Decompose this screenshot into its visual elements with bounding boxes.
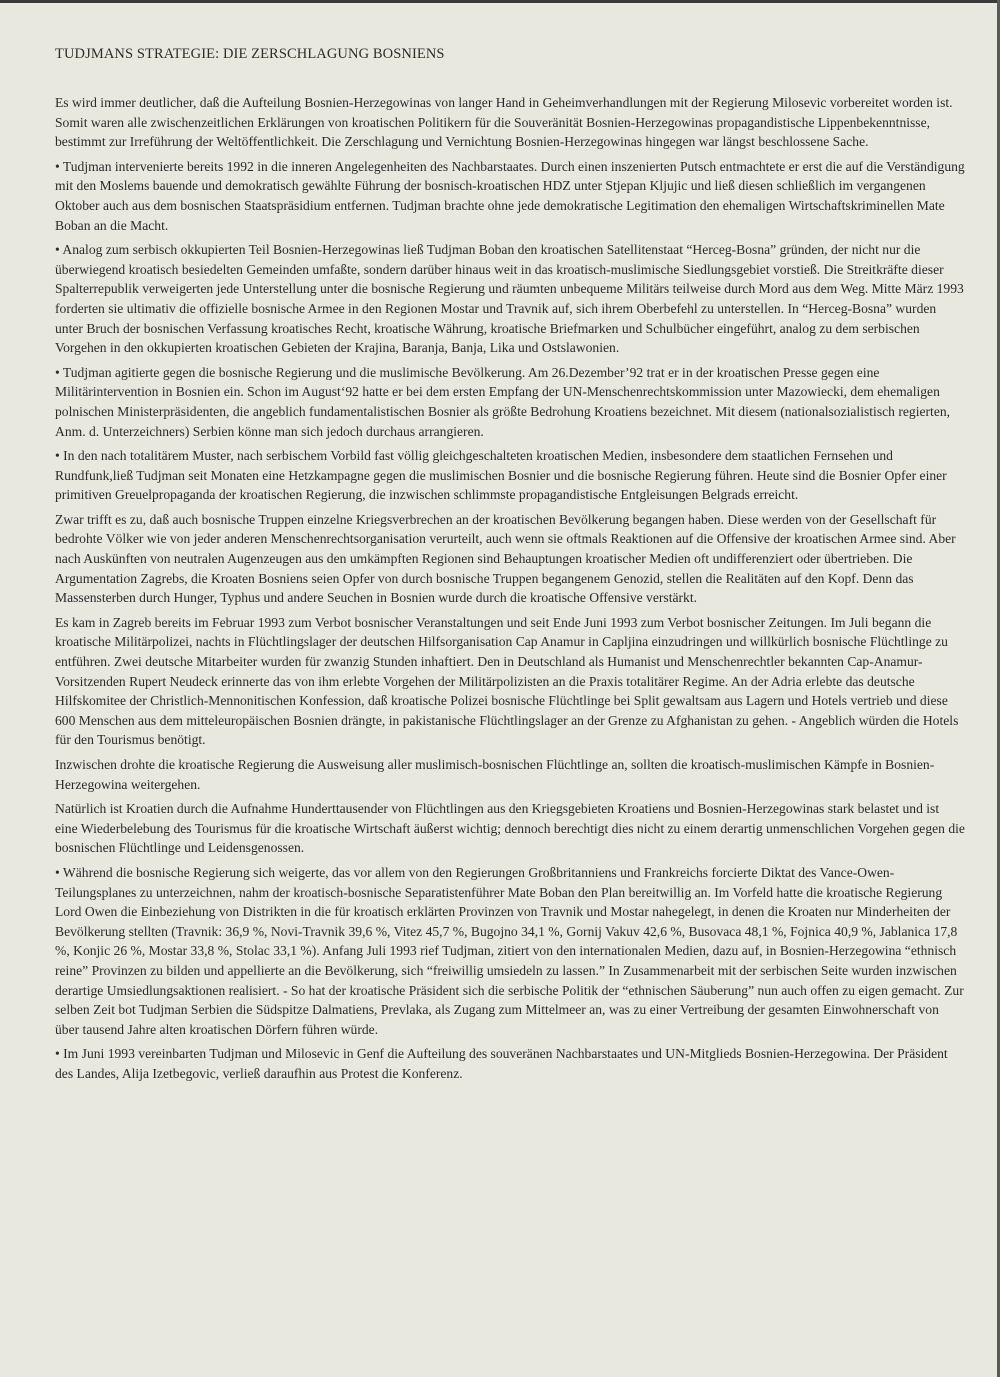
paragraph-expulsion-threat: Inzwischen drohte die kroatische Regierung die Ausweisung aller muslimisch-bosnischen Flüchtlinge an, sollten die kroatisch-muslimischen Kämpfe in Bosnien-Herzegowina weitergehen.: [55, 757, 935, 792]
paragraph-bullet-vance-owen: • Während die bosnische Regierung sich weigerte, das vor allem von den Regierungen Großbritanniens und Frankreichs forcierte Diktat des Vance-Owen-Teilungsplanes zu unterzeichnen, nahm der kroatisch-bosnische Separatistenführer Mate Boban den Plan bereitwillig an. Im Vorfeld hatte die kroatische Regierung Lord Owen die Einbeziehung von Distrikten in die für kroatisch erklärten Provinzen von Travnik und Mostar nahegelegt, in denen die Kroaten nur Minderheiten der Bevölkerung stellten (Travnik: 36,9 %, Novi-Travnik 39,6 %, Vitez 45,7 %, Bugojno 34,1 %, Gornij Vakuv 42,6 %, Busovaca 48,1 %, Fojnica 40,9 %, Jablanica 17,8 %, Konjic 26 %, Mostar 33,8 %, Stolac 33,1 %). Anfang Juli 1993 rief Tudjman, zitiert von den internationalen Medien, dazu auf, in Bosnien-Herzegowina “ethnisch reine” Provinzen zu bilden und appellierte an die Bevölkerung, sich “freiwillig umsiedeln zu lassen.” In Zusammenarbeit mit der serbischen Seite wurden inzwischen derartige Umsiedlungsaktionen realisiert. - So hat der kroatische Präsident sich die serbische Politik der “ethnischen Säuberung” nun auch offen zu eigen gemacht. Zur selben Zeit bot Tudjman Serbien die Südspitze Dalmatiens, Prevlaka, als Zugang zum Mittelmeer an, was zu einer Vertreibung der gesamten Einwohnerschaft von über tausend Jahre alten kroatischen Dörfern führen würde.: [55, 864, 964, 1037]
paragraph-zagreb-bans: Es kam in Zagreb bereits im Februar 1993 zum Verbot bosnischer Veranstaltungen und seit Ende Juni 1993 zum Verbot bosnischer Zeitungen. Im Juli begann die kroatische Militärpolizei, nachts in Flüchtlingslager der deutschen Hilfsorganisation Cap Anamur in Capljina einzudringen und willkürlich bosnische Flüchtlinge zu entführen. Zwei deutsche Mitarbeiter wurden für zwanzig Stunden inhaftiert. Den in Deutschland als Humanist und Menschenrechtler bekannten Cap-Anamur-Vorsitzenden Rupert Neudeck erinnerte das von ihm erlebte Vorgehen der Militärpolizisten an die Praxis totalitärer Regime. An der Adria erlebte das deutsche Hilfskomitee der Christlich-Mennonitischen Konfession, daß kroatische Polizei bosnische Flüchtlinge bei Split gewaltsam aus Lagern und Hotels vertrieb und diese 600 Menschen aus dem mitteleuropäischen Bosnien drängte, in pakistanische Flüchtlingslager an der Grenze zu Afghanistan zu gehen. - Angeblich würden die Hotels für den Tourismus benötigt.: [55, 614, 959, 748]
paragraph-intro: Es wird immer deutlicher, daß die Aufteilung Bosnien-Herzegowinas von langer Hand in Geheimverhandlungen mit der Regierung Milosevic vorbereitet worden ist. Somit waren alle zwischenzeitlichen Erklärungen von kroatischen Politikern für die Souveränität Bosnien-Herzegowinas propagandistische Lippenbekenntnisse, bestimmt zur Irreführung der Weltöffentlichkeit. Die Zerschlagung und Vernichtung Bosnien-Herzegowinas hingegen war längst beschlossene Sache.: [55, 95, 953, 150]
paragraph-bullet-intervention: • Tudjman intervenierte bereits 1992 in die inneren Angelegenheiten des Nachbarstaates. Durch einen inszenierten Putsch entmachtete er erst die auf die Verständigung mit den Moslems bauende und demokratisch gewählte Führung der bosnisch-kroatischen HDZ unter Stjepan Kljujic und ließ diesen schließlich im vergangenen Oktober auch aus dem bosnischen Staatspräsidium entfernen. Tudjman brachte ohne jede demokratische Legitimation den ehemaligen Wirtschaftskriminellen Mate Boban an die Macht.: [55, 158, 965, 233]
paragraph-bullet-media: • In den nach totalitärem Muster, nach serbischem Vorbild fast völlig gleichgeschalteten kroatischen Medien, insbesondere dem staatlichen Fernsehen und Rundfunk,ließ Tudjman seit Monaten eine Hetzkampagne gegen die muslimischen Bosnier und die bosnische Regierung führen. Heute sind die Bosnier Opfer einer primitiven Greuelpropaganda der kroatischen Regierung, die inzwischen schlimmste propagandistische Entgleisungen Belgrads erreicht.: [55, 448, 947, 503]
paragraph-bullet-geneva: • Im Juni 1993 vereinbarten Tudjman und Milosevic in Genf die Aufteilung des souveränen Nachbarstaates und UN-Mitglieds Bosnien-Herzegowina. Der Präsident des Landes, Alija Izetbegovic, verließ daraufhin aus Protest die Konferenz.: [55, 1046, 948, 1081]
document-title: TUDJMANS STRATEGIE: DIE ZERSCHLAGUNG BOSNIENS: [55, 46, 445, 62]
paragraph-war-crimes: Zwar trifft es zu, daß auch bosnische Truppen einzelne Kriegsverbrechen an der kroatischen Bevölkerung begangen haben. Diese werden von der Gesellschaft für bedrohte Völker wie von jeder anderen Menschenrechtsorganisation verurteilt, auch wenn sie oftmals Reaktionen auf die Offensive der kroatischen Armee sind. Aber nach Auskünften von neutralen Augenzeugen aus den umkämpften Regionen sind Behauptungen kroatischer Medien oft undifferenziert oder übertrieben. Die Argumentation Zagrebs, die Kroaten Bosniens seien Opfer von durch bosnische Truppen begangenem Genozid, stellen die Realitäten auf den Kopf. Denn das Massensterben durch Hunger, Typhus und andere Seuchen in Bosnien wurde durch die kroatische Offensive verstärkt.: [55, 511, 956, 606]
document-body: [55, 46, 965, 1089]
paragraph-bullet-herceg-bosna: • Analog zum serbisch okkupierten Teil Bosnien-Herzegowinas ließ Tudjman Boban den kroatischen Satellitenstaat “Herceg-Bosna” gründen, der nicht nur die überwiegend kroatisch besiedelten Gemeinden umfaßte, sondern darüber hinaus weit in das kroatisch-muslimische Siedlungsgebiet vorstieß. Die Streitkräfte dieser Spalterrepublik verweigerten jede Unterstellung unter die bosnische Regierung und räumten unbequeme Militärs teilweise durch Mord aus dem Weg. Mitte März 1993 forderten sie ultimativ die offizielle bosnische Armee in den Regionen Mostar und Travnik auf, sich ihrem Oberbefehl zu unterstellen. In “Herceg-Bosna” wurden unter Bruch der bosnischen Verfassung kroatisches Recht, kroatische Währung, kroatische Briefmarken und Schulbücher eingeführt, analog zu dem serbischen Vorgehen in den okkupierten kroatischen Gebieten der Krajina, Baranja, Banja, Lika und Ostslawonien.: [55, 242, 964, 356]
paragraph-bullet-agitation: • Tudjman agitierte gegen die bosnische Regierung und die muslimische Bevölkerung. Am 26.Dezember’92 trat er in der kroatischen Presse gegen eine Militärintervention in Bosnien ein. Schon im August‘92 hatte er bei dem ersten Empfang der UN-Menschenrechtskommission unter Mazowiecki, dem ehemaligen polnischen Ministerpräsidenten, die angeblich fundamentalistischen Bosnier als größte Bedrohung Kroatiens bezeichnet. Mit diesem (nationalsozialistisch regierten, Anm. d. Unterzeichners) Serbien könne man sich jedoch durchaus arrangieren.: [55, 364, 951, 439]
paragraph-refugee-burden: Natürlich ist Kroatien durch die Aufnahme Hunderttausender von Flüchtlingen aus den Kriegsgebieten Kroatiens und Bosnien-Herzegowinas stark belastet und ist eine Wiederbelebung des Tourismus für die kroatische Wirtschaft äußerst wichtig; dennoch berechtigt dies nicht zu einem derartig unmenschlichen Vorgehen gegen die bosnischen Flüchtlinge und Leidensgenossen.: [55, 801, 965, 856]
page-top-rule: [0, 0, 1000, 3]
